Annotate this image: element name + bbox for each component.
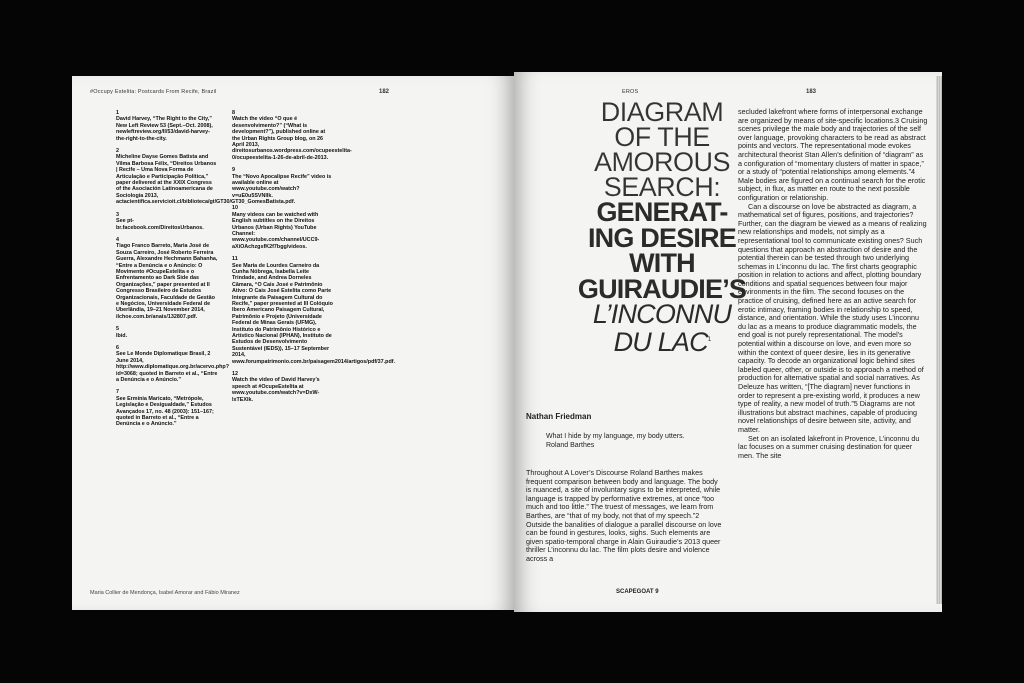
title-line: SEARCH: xyxy=(603,172,721,202)
title-line: OF THE xyxy=(614,122,710,152)
title-line-with-footnote: DU LAC$^1$ xyxy=(613,326,711,357)
left-running-head: #Occupy Estelita: Postcards From Recife, Brazil xyxy=(90,89,217,95)
body-column-2 xyxy=(738,108,928,460)
left-footer-authors: Maria Collier de Mendonça, Isabel Amorar and Fábio Miranez xyxy=(90,590,240,596)
endnotes-column-2 xyxy=(232,110,396,409)
endnote: 8 Watch the video “O que é desenvolvimento?” (“What is development?”), published online at the Urban Rights Group blog, on 26 April 2013, direitosurbanos.wordpress.com/ocupeestelita-0/ocupeestelita-1-26-de-abril-de-2013. xyxy=(232,110,352,161)
epigraph-attribution: Roland Barthes xyxy=(546,442,595,449)
left-page xyxy=(72,76,514,610)
endnote: 3 See pt-br.facebook.com/DireitosUrbanos. xyxy=(116,211,204,231)
right-folio: 183 xyxy=(806,89,817,95)
endnote: 12 Watch the video of David Harvey’s speech at #OcupeEstelita at www.youtube.com/watch?v=DxW-lxTEXlk. xyxy=(232,371,320,403)
title-line: DIAGRAM xyxy=(600,97,724,127)
endnote: 9 The “Novo Apocalipse Recife” video is available online at www.youtube.com/watch?v=uE0u5SVNlIk. xyxy=(232,167,332,199)
title-footnote-marker: 1 xyxy=(707,336,711,343)
title-line: WITH xyxy=(629,248,695,278)
title-line: L’INCONNU xyxy=(592,299,732,329)
body-paragraph: Set on an isolated lakefront in Provence, L’inconnu du lac focuses on a summer cruising destination for queer men. The site xyxy=(738,433,920,460)
title-line: GUIRAUDIE’S xyxy=(577,273,747,304)
endnote: 1 David Harvey, “The Right to the City,” New Left Review 53 (Sept.–Oct. 2008), newleftreview.org/II/53/david-harvey-the-right-to-the-city. xyxy=(116,110,213,142)
endnote: 6 See Le Monde Diplomatique Brasil, 2 June 2014, http://www.diplomatique.org.br/acervo.php?id=3068; quoted in Barreto et al., “Entre a Denúncia e o Anúncio.” xyxy=(116,345,230,384)
body-paragraph: Throughout A Lover’s Discourse Roland Barthes makes frequent comparison between body and language. The body is nuanced, a site of involuntary signs to be interpreted, while language is trapped by performative extremes, at once “too much and too little.” The truest of messages, we learn from Barthes, are “that of my body, not that of my speech.”2 Outside the banalities of dialogue a parallel discourse on love can be found in gestures, looks, sighs. Such elements are given spatio-temporal charge in Alain Guiraudie’s 2013 queer thriller L’inconnu du lac. The film plots desire and violence across a xyxy=(526,468,722,563)
title-line: GENERAT- xyxy=(596,197,728,227)
author-name: Nathan Friedman xyxy=(526,412,592,421)
body-column-1 xyxy=(526,469,722,564)
section-label: EROS xyxy=(622,89,639,95)
page-edges xyxy=(936,76,942,604)
endnote: 5 Ibid. xyxy=(116,326,128,339)
right-page xyxy=(514,72,942,612)
endnote: 7 See Ermínia Maricato, “Metrópole, Legislação e Desigualdade,” Estudos Avançados 17, no. 48 (2003): 151–167; quoted in Barreto et al., “Entre a Denúncia e o Anúncio.” xyxy=(116,389,214,428)
left-folio: 182 xyxy=(379,89,390,95)
endnote: 4 Tiago Franco Barreto, Maria José de Souza Carreiro, José Roberto Ferreira Guerra, Alexandre Hechmann Bahanha, “Entre a Denúncia e o Anúncio: O Movimento #OcupeEstelita e o Enfrentamento ao Dark Side das Organizações,” paper presented at II Congresso Brasileiro de Estudos Organizacionais, Faculdade de Gestão e Negócios, Universidade Federal de Uberlândia, 19–21 November 2014, ilchoe.com.br/anais/132807.pdf. xyxy=(116,236,218,320)
epigraph-quote: What I hide by my language, my body utters. xyxy=(546,433,685,440)
title-line: AMOROUS xyxy=(593,147,730,177)
endnote: 10 Many videos can be watched with English subtitles on the Direitos Urbanos (Urban Rights) YouTube Channel: www.youtube.com/channel/UCC9-aXiOAchzgsfK2f7bgg/videos. xyxy=(232,205,320,250)
body-paragraph: Can a discourse on love be abstracted as diagram, a mathematical set of figures, positions, and trajectories? Further, can the diagram be viewed as a means of realizing new relationships and models, not simply as a representational tool to communicate existing ones? Such questions that approach an abstraction of desire and the potential therein can be tested through two underlying schemas in L’inconnu du lac. The first charts geographic position in relation to actions and affect, plotting boundary conditions and spatial sequences between four major environments in the film. The second focuses on the practice of cruising, defined here as an active search for erotic intimacy, framing bodies in relationship to speed, distance, and orientation. While the study uses L’inconnu du lac as a means to produce diagrammatic models, the end goal is not purely representational. The model’s potential within a discourse on love, and even more so within the context of queer desire, lies in its generative capacity. To decode an organizational logic behind sites labeled queer, other, or outside is to approach a method of production for alternative spatial and social narratives. As Deleuze has written, “[The diagram] never functions in order to represent a pre-existing world, it produces a new type of reality, a new model of truth.”5 Diagrams are not illustrations but abstract machines, capable of producing novel relationships of desire between site, activity, and matter. xyxy=(738,201,927,434)
journal-brand: SCAPEGOAT 9 xyxy=(616,589,659,595)
body-paragraph: secluded lakefront where forms of interpersonal exchange are organized by means of site-specific locations.3 Cruising scenes privilege the male body and trajectories of the self over language, provoking characters to be read as abstract points and vectors. The representational mode evokes architectural theorist Stan Allen’s definition of “diagram” as a configuration of “momentary clusters of matter in space,” or a study of “potential relationships among elements.”4 Male bodies are figured on a continual search for the erotic subject, in flux, as matter en route to the next possible configuration or relationship. xyxy=(738,107,928,202)
endnote: 2 Micheline Dayse Gomes Batista and Vilma Barbosa Félix, “Direitos Urbanos | Recife – Uma Nova Forma de Articulação e Participação Política,” paper delivered at the XXIX Congress of the Asociación Latinoamericana de Sociología 2013, actacientifica.servicioit.cl/biblioteca/gt/GT30/GT30_GomesBatista.pdf. xyxy=(116,148,296,206)
title-line: ING DESIRE xyxy=(587,222,737,253)
epigraph xyxy=(546,432,736,450)
endnote: 11 See Maria de Lourdes Carneiro da Cunha Nóbrega, Isabella Leite Trindade, and Andrea Dorneles Câmara, “O Cais José e Patrimônio Ativo: O Cais José Estelita como Parte Integrante da Paisagem Cultural do Recife,” paper presented at III Colóquio Ibero Americano Paisagem Cultural, Patrimônio e Projeto (Universidade Federal de Minas Gerais (UFMG), Instituto do Patrimônio Histórico e Artístico Nacional (IPHAN), Instituto de Estudos de Desenvolvimento Sustentável (IEDS)), 15–17 September 2014, www.forumpatrimonio.com.br/paisagem2014/artigos/pdf/37.pdf. xyxy=(232,256,396,365)
article-title xyxy=(562,97,762,357)
